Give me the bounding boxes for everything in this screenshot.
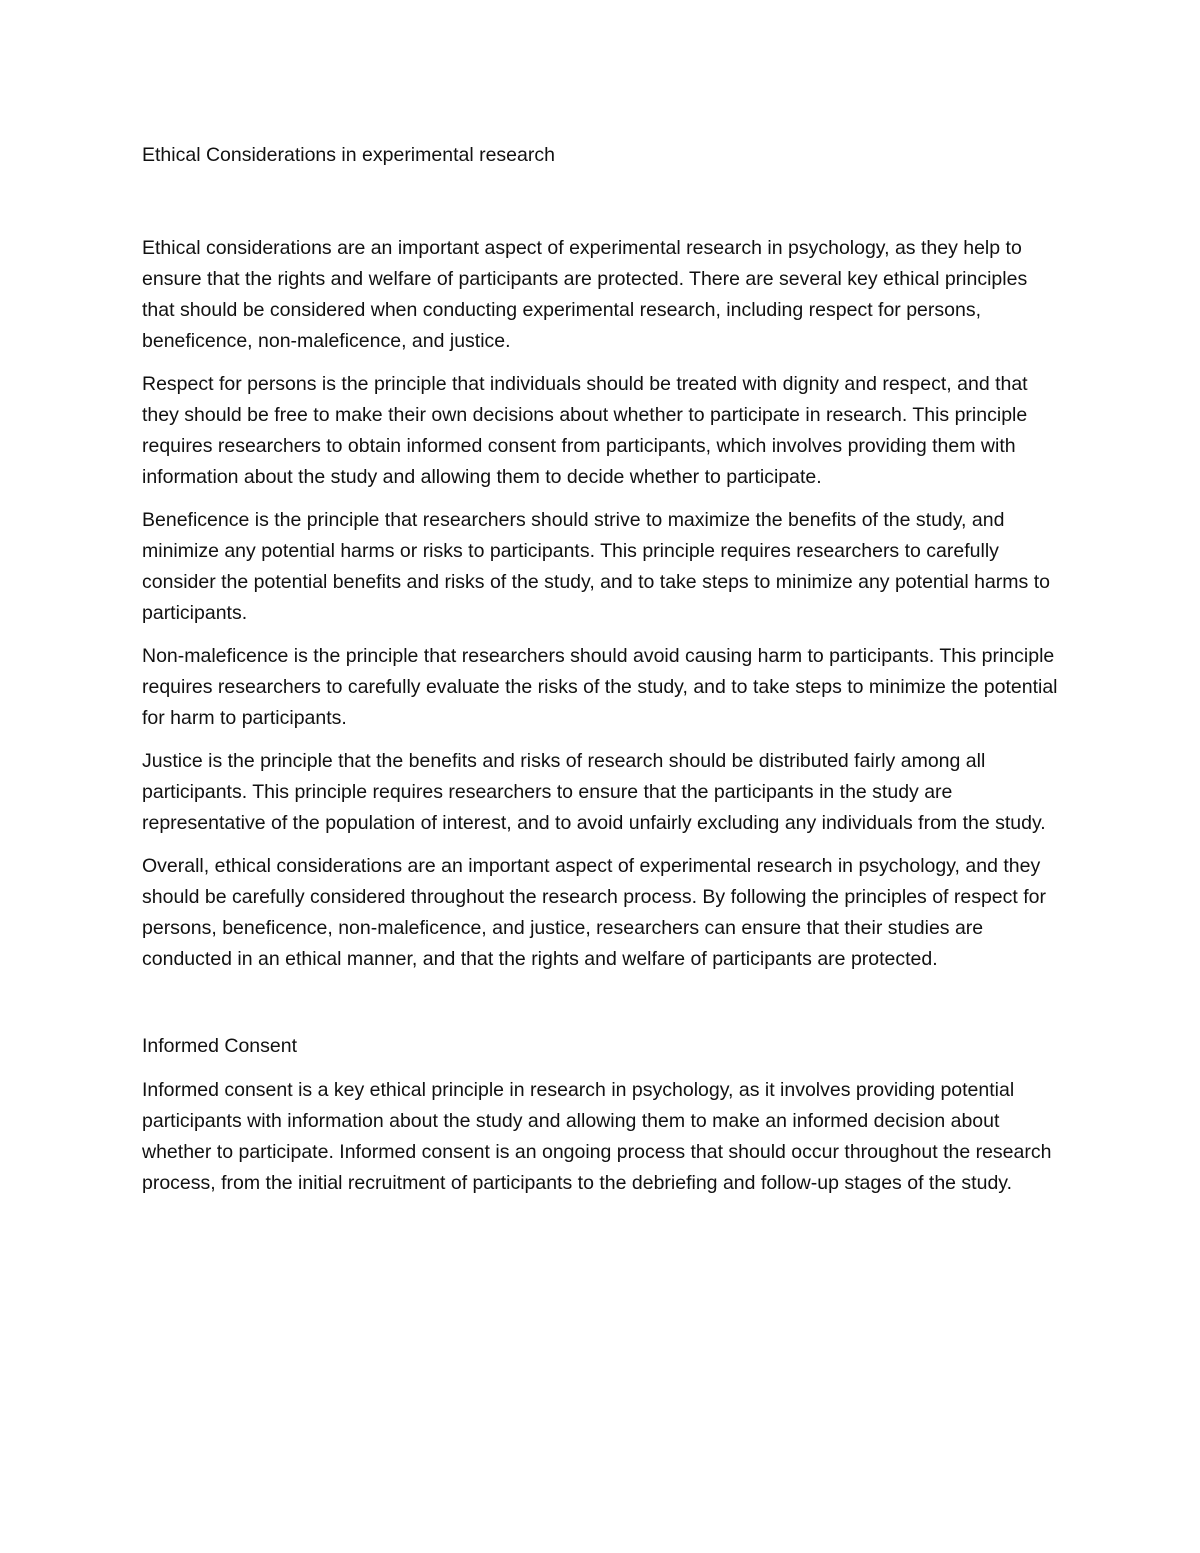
paragraph-informed-consent: Informed consent is a key ethical principle in research in psychology, as it involves providing potential participants with information about the study and allowing them to make an informed decision about whether to participate. Informed consent is an ongoing process that should occur throughout the research process, from the initial recruitment of participants to the debriefing and follow-up stages of the study. (142, 1079, 1052, 1194)
paragraph-respect-for-persons: Respect for persons is the principle that individuals should be treated with dignity and respect, and that they should be free to make their own decisions about whether to participate in research. This principle requires researchers to obtain informed consent from participants, which involves providing them with information about the study and allowing them to decide whether to participate. (142, 373, 1028, 488)
paragraph-intro: Ethical considerations are an important aspect of experimental research in psychology, as they help to ensure that the rights and welfare of participants are protected. There are several key ethical principles that should be considered when conducting experimental research, including respect for persons, beneficence, non-maleficence, and justice. (142, 237, 1028, 352)
paragraph-beneficence: Beneficence is the principle that researchers should strive to maximize the benefits of the study, and minimize any potential harms or risks to participants. This principle requires researchers to carefully consider the potential benefits and risks of the study, and to take steps to minimize any potential harms to participants. (142, 509, 1050, 624)
paragraph-non-maleficence: Non-maleficence is the principle that researchers should avoid causing harm to participants. This principle requires researchers to carefully evaluate the risks of the study, and to take steps to minimize the potential for harm to participants. (142, 645, 1058, 729)
section-heading-informed-consent: Informed Consent (142, 1035, 298, 1057)
document-body (142, 140, 1060, 1211)
document-title: Ethical Considerations in experimental research (142, 144, 555, 166)
paragraph-justice: Justice is the principle that the benefits and risks of research should be distributed fairly among all participants. This principle requires researchers to ensure that the participants in the study are representative of the population of interest, and to avoid unfairly excluding any individuals from the study. (142, 750, 1046, 834)
paragraph-overall: Overall, ethical considerations are an important aspect of experimental research in psychology, and they should be carefully considered throughout the research process. By following the principles of respect for persons, beneficence, non-maleficence, and justice, researchers can ensure that their studies are conducted in an ethical manner, and that the rights and welfare of participants are protected. (142, 855, 1046, 970)
